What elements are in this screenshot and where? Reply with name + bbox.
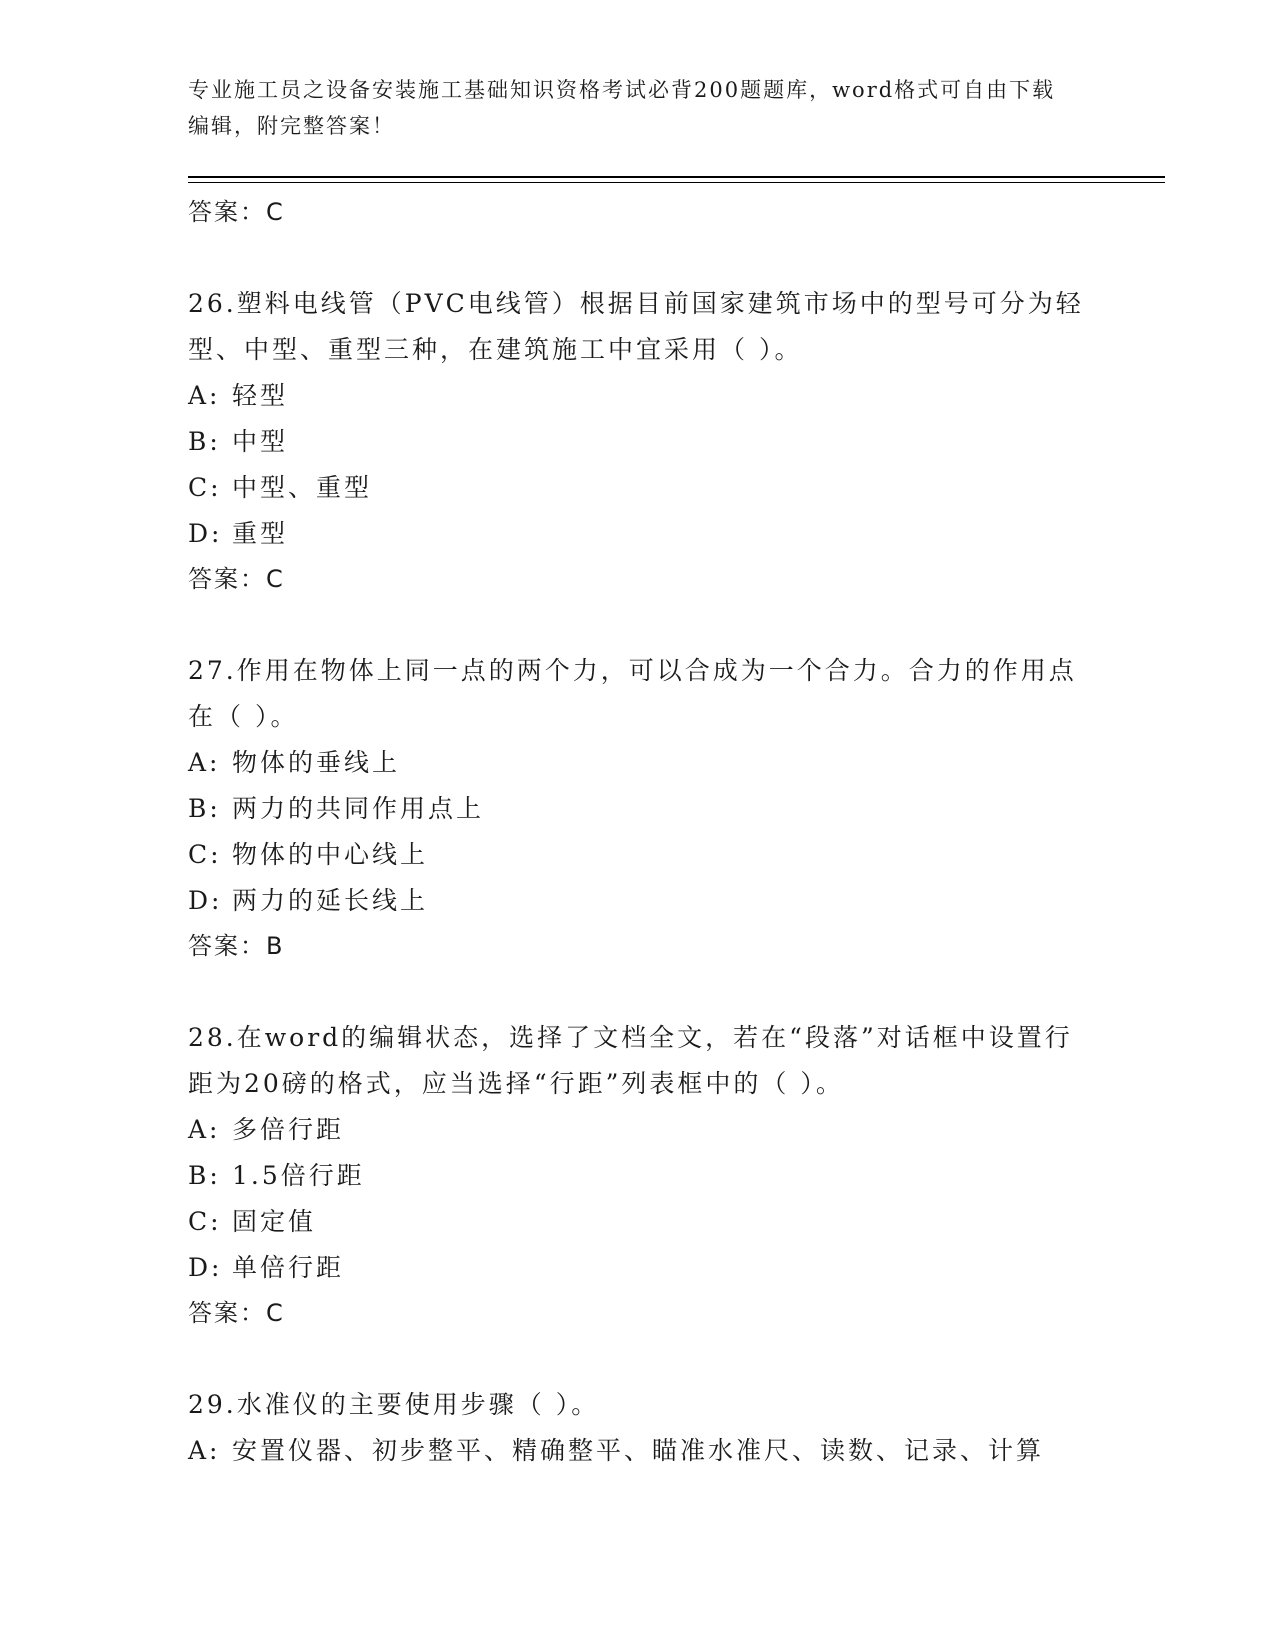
option-d xyxy=(188,511,1088,557)
option-key: C: xyxy=(188,840,222,869)
option-a xyxy=(188,1107,1088,1153)
option-key: C: xyxy=(188,1207,222,1236)
option-text: 中型 xyxy=(232,427,289,456)
answer-label: 答案： xyxy=(188,1299,266,1327)
option-key: A: xyxy=(188,748,221,777)
option-text: 多倍行距 xyxy=(232,1115,345,1144)
option-c xyxy=(188,1199,1088,1245)
answer-label: 答案： xyxy=(188,565,266,593)
option-text: 固定值 xyxy=(232,1207,317,1236)
question-block xyxy=(188,1015,1088,1336)
option-key: D: xyxy=(188,519,223,548)
option-text: 两力的共同作用点上 xyxy=(232,794,485,823)
option-text: 中型、重型 xyxy=(232,473,373,502)
option-d xyxy=(188,1245,1088,1291)
option-key: D: xyxy=(188,886,223,915)
option-text: 重型 xyxy=(232,519,289,548)
question-block xyxy=(188,281,1088,602)
answer-label: 答案： xyxy=(188,198,266,226)
option-text: 单倍行距 xyxy=(232,1253,345,1282)
option-b xyxy=(188,1153,1088,1199)
option-text: 两力的延长线上 xyxy=(232,886,429,915)
option-text: 物体的中心线上 xyxy=(232,840,429,869)
option-key: B: xyxy=(188,427,221,456)
header-rule-thin xyxy=(188,182,1165,183)
question-stem: 26.塑料电线管（PVC电线管）根据目前国家建筑市场中的型号可分为轻型、中型、重型三种，在建筑施工中宜采用（ ）。 xyxy=(188,289,1084,364)
option-d xyxy=(188,878,1088,924)
question-block xyxy=(188,1382,1088,1474)
option-key: B: xyxy=(188,1161,221,1190)
answer-line xyxy=(188,190,1088,235)
document-header: 专业施工员之设备安装施工基础知识资格考试必背200题题库，word格式可自由下载编辑，附完整答案！ xyxy=(188,78,1056,138)
option-key: A: xyxy=(188,1115,221,1144)
option-a xyxy=(188,740,1088,786)
option-c xyxy=(188,832,1088,878)
option-text: 1.5倍行距 xyxy=(232,1161,365,1190)
option-text: 安置仪器、初步整平、精确整平、瞄准水准尺、读数、记录、计算 xyxy=(232,1436,1045,1465)
option-a xyxy=(188,373,1088,419)
answer-line xyxy=(188,1291,1088,1336)
question-block xyxy=(188,648,1088,969)
header-rule xyxy=(188,176,1165,178)
option-key: C: xyxy=(188,473,222,502)
question-list xyxy=(188,190,1088,1474)
answer-label: 答案： xyxy=(188,932,266,960)
answer-value: B xyxy=(266,932,285,960)
answer-line xyxy=(188,557,1088,602)
option-key: A: xyxy=(188,381,221,410)
option-b xyxy=(188,786,1088,832)
option-text: 物体的垂线上 xyxy=(232,748,401,777)
question-stem: 29.水准仪的主要使用步骤（ ）。 xyxy=(188,1390,600,1419)
option-b xyxy=(188,419,1088,465)
question-stem: 28.在word的编辑状态，选择了文档全文，若在“段落”对话框中设置行距为20磅的格式，应当选择“行距”列表框中的（ ）。 xyxy=(188,1023,1073,1098)
option-key: A: xyxy=(188,1436,221,1465)
answer-value: C xyxy=(266,1299,285,1327)
option-a xyxy=(188,1428,1088,1474)
option-key: B: xyxy=(188,794,221,823)
question-stem: 27.作用在物体上同一点的两个力，可以合成为一个合力。合力的作用点在（ ）。 xyxy=(188,656,1077,731)
option-c xyxy=(188,465,1088,511)
option-text: 轻型 xyxy=(232,381,289,410)
answer-line xyxy=(188,924,1088,969)
answer-value: C xyxy=(266,198,285,226)
answer-value: C xyxy=(266,565,285,593)
option-key: D: xyxy=(188,1253,223,1282)
